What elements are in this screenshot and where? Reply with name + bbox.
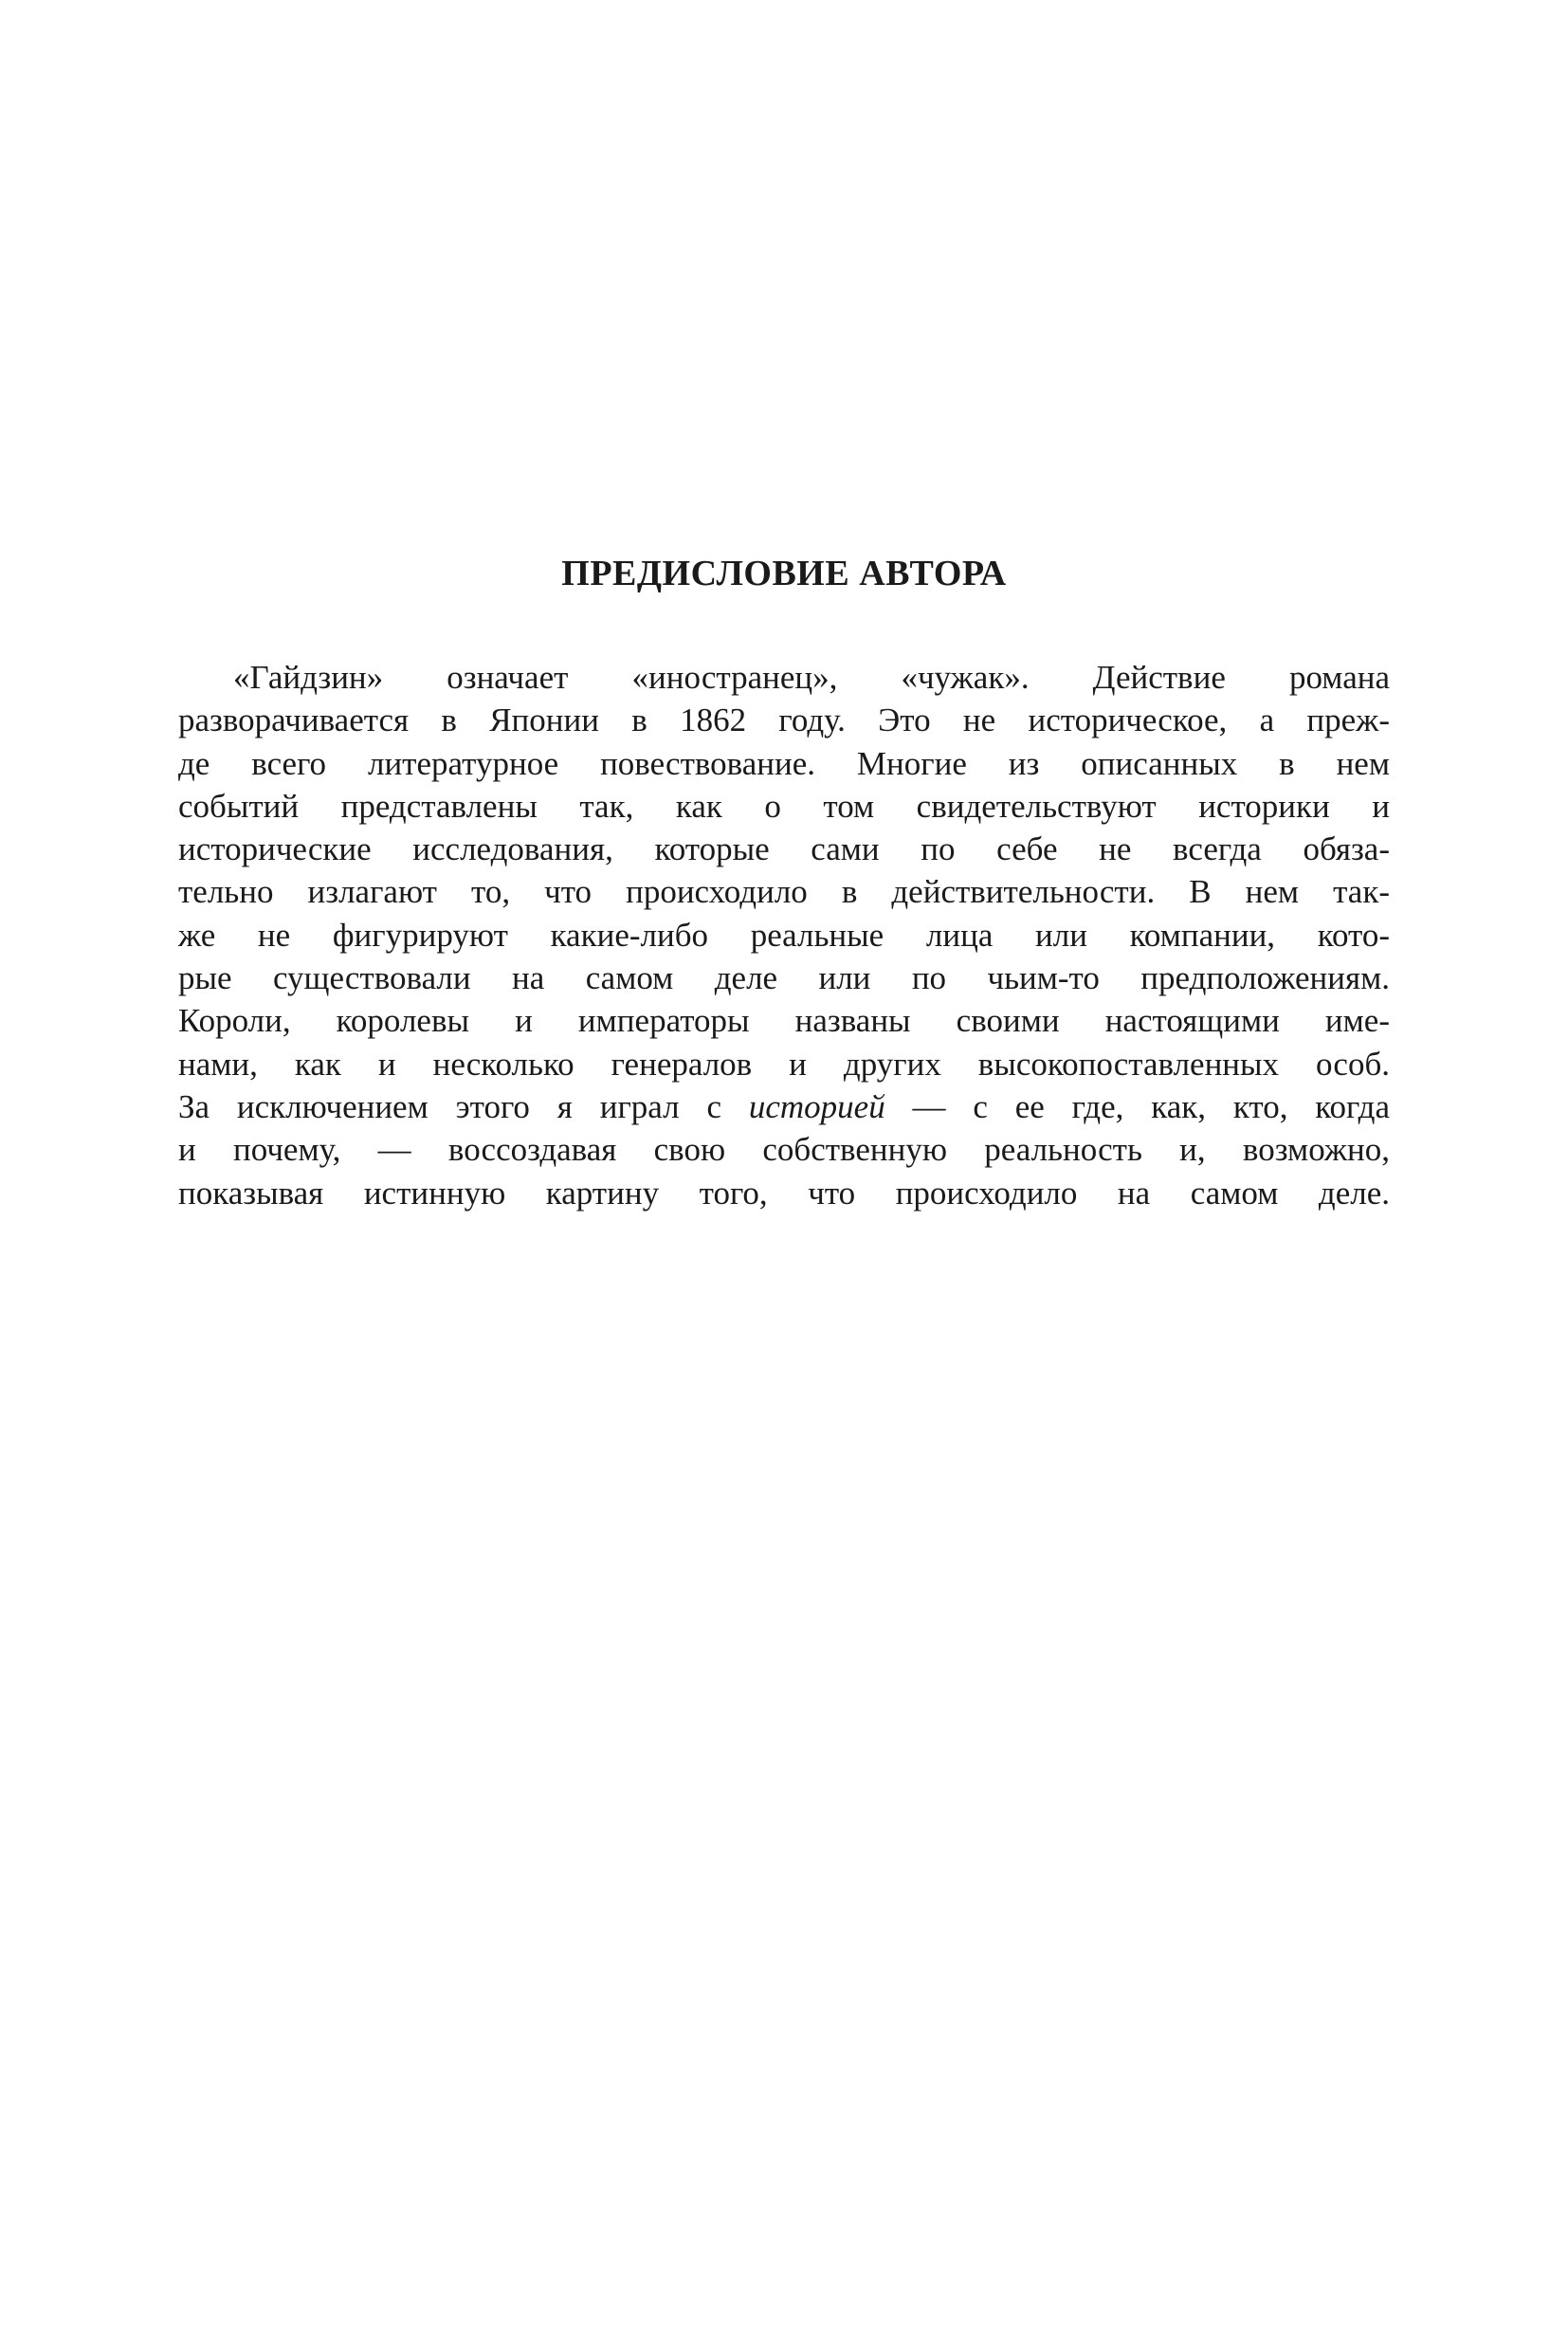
text-line-11 — [178, 1085, 1390, 1128]
text-line-11-after: — с ее где, как, кто, когда — [884, 1087, 1390, 1125]
text-line-10: нами, как и несколько генералов и других высокопоставленных особ. — [178, 1045, 1390, 1083]
text-line-4: событий представлены так, как о том свидетельствуют историки и — [178, 787, 1390, 825]
text-line-8: рые существовали на самом деле или по чьим-то предположениям. — [178, 959, 1390, 997]
text-line-2: разворачивается в Японии в 1862 году. Это не историческое, а преж- — [178, 702, 1390, 739]
text-line-13: показывая истинную картину того, что происходило на самом деле. — [178, 1174, 1390, 1212]
text-line-9: Короли, королевы и императоры названы своими настоящими име- — [178, 1002, 1390, 1040]
page-title: ПРЕДИСЛОВИЕ АВТОРА — [561, 554, 1007, 593]
text-line-6: тельно излагают то, что происходило в действительности. В нем так- — [178, 873, 1390, 911]
text-line-11-before: За исключением этого я играл с — [178, 1087, 749, 1125]
text-line-7: же не фигурируют какие-либо реальные лица или компании, кото- — [178, 916, 1390, 954]
text-line-1: «Гайдзин» означает «иностранец», «чужак». Действие романа — [233, 659, 1390, 696]
italic-word-history: историей — [748, 1087, 885, 1125]
text-line-5: исторические исследования, которые сами по себе не всегда обяза- — [178, 830, 1390, 868]
text-line-12: и почему, — воссоздавая свою собственную реальность и, возможно, — [178, 1131, 1390, 1169]
preface-text — [178, 656, 1390, 1214]
text-line-3: де всего литературное повествование. Многие из описанных в нем — [178, 744, 1390, 782]
